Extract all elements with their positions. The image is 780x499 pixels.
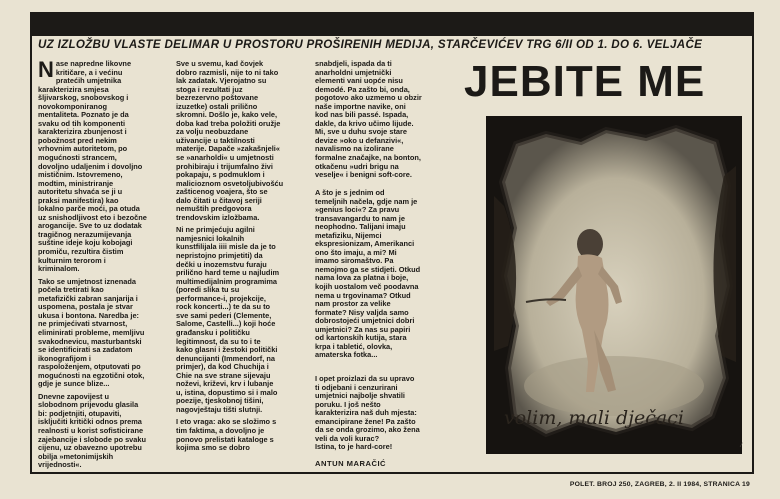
text-line: obilja »metonimijskih — [38, 451, 114, 461]
text-line: dalo čitati u čitavoj seriji — [176, 195, 262, 205]
text-line: lak zadatak. Vjerojatno su — [176, 76, 267, 86]
text-line: dobrostojeći umjetnici dobri — [315, 316, 415, 326]
text-line: arogancije. Sve to uz dodatak — [38, 221, 142, 231]
text-line: pobožnost pred nekim — [38, 135, 117, 145]
text-line: I opet proizlazi da su upravo — [315, 374, 415, 383]
text-line: Sve u svemu, kad čovjek — [176, 59, 264, 68]
text-line: navalismo na izolirane — [315, 144, 394, 154]
text-line: doba kad treba položiti oružje — [176, 118, 281, 128]
text-line: vrhovnim autoritetom, po — [38, 144, 128, 154]
text-line: otkačenu »udri brigu na — [315, 161, 399, 171]
text-line: metafiziku, Nijemci — [315, 230, 382, 240]
text-line: anarholdni umjetnički — [315, 67, 392, 77]
text-line: ne primjećivati stvarnost, — [38, 319, 128, 329]
text-line: multimedijalnim programima — [176, 276, 278, 286]
text-line: I eto vraga: ako se složimo s — [176, 417, 277, 427]
text-line: Mi, sve u duhu svoje stare — [315, 127, 408, 137]
text-line: karakterizira smjesa — [38, 84, 109, 94]
text-column-2 — [176, 60, 306, 453]
article-subheadline: UZ IZLOŽBU VLASTE DELIMAR U PROSTORU PROŠIRENIH MEDIJA, STARČEVIĆEV TRG 6/II OD 1. DO 6. VELJAČE — [38, 38, 703, 51]
text-line: uživancije u taktilnosti — [176, 135, 255, 145]
text-line: za volju neobuzdane — [176, 127, 249, 137]
text-line: kriminalom. — [38, 264, 80, 274]
text-line: suštine ideje koju kobojagi — [38, 238, 133, 248]
text-line: od kartonskih kutija, stara — [315, 333, 407, 343]
text-line: autoritetu shvaća se ji u — [38, 187, 123, 197]
photo-illustration — [486, 116, 742, 454]
text-line: Tako se umjetnost iznenada — [38, 276, 137, 286]
text-line: formalne značajke, na bonton, — [315, 153, 421, 163]
text-line: metafizički zabran sanjarija i — [38, 293, 138, 303]
text-line: demodé. Pa zašto bi, onda, — [315, 84, 410, 94]
text-line: ono što imaju, a mi? Mi — [315, 247, 397, 257]
article-headline: JEBITE ME — [464, 57, 706, 106]
text-line: raspoloženjem, otputovati po — [38, 362, 141, 372]
text-line: nema u trgovinama? Otkud — [315, 290, 411, 300]
text-line: devize »oko u defanzivi«, — [315, 135, 404, 145]
text-line: snabdjeli, ispada da ti — [315, 59, 392, 68]
text-line: gdje je sunce blize... — [38, 379, 110, 389]
text-line: bezrezervno poštovane — [176, 93, 259, 103]
text-line: neophodno. Talijani imaju — [315, 222, 406, 232]
text-line: amaterska fotka... — [315, 350, 378, 360]
text-line: prohibiraju i trijumfalno živi — [176, 161, 273, 171]
text-line: mogućnosti strancem, — [38, 153, 117, 163]
text-line: performance-i, projekcije, — [176, 293, 266, 303]
text-line: dobro razmisli, nije to ni tako — [176, 67, 279, 77]
text-line: mističnim. Istovremeno, — [38, 170, 123, 180]
text-line: uspomena, postala je stvar — [38, 302, 133, 312]
text-line: isključiti kritički odnos prema — [38, 417, 142, 427]
text-line: pokapaju, s podmuklom i — [176, 170, 265, 180]
text-line: Salome, Castelli...) koji hoće — [176, 319, 276, 329]
text-line: kod nas bili passé. Ispada, — [315, 110, 409, 120]
photo-caption: volim, mali dječaci — [504, 407, 684, 429]
text-column-1 — [38, 57, 168, 470]
text-line: izuzetke) ostali prilično — [176, 101, 258, 111]
text-line: promiču, rezultira čistim — [38, 247, 124, 257]
text-column-3 — [315, 60, 457, 180]
text-line: rock koncerti...) te da su to — [176, 302, 271, 312]
text-line: prilično hard teme u najludim — [176, 268, 280, 278]
text-line: tim faktima, a dovoljno je — [176, 425, 265, 435]
text-line: nemojmo ga se stidjeti. Otkud — [315, 264, 421, 274]
text-line: modtim, ministriranje — [38, 178, 114, 188]
text-line: legitimnost, da su to i te — [176, 336, 261, 346]
text-line: ase napredne likovne — [55, 59, 132, 68]
text-line: A što je s jednim od — [315, 188, 385, 197]
text-line: ikonografijom i — [38, 353, 91, 363]
text-line: skromni. Došlo je, kako vele, — [176, 110, 278, 120]
text-line: denuncijanti (Immendorf, na — [176, 353, 275, 363]
text-line: ekspresionizam, Amerikanci — [315, 239, 415, 249]
text-line: bi: podjetnjiti, otupaviti, — [38, 408, 122, 418]
text-line: nama lova za platna i boje, — [315, 273, 409, 283]
text-line: materije. Dapače »zakašnjeli« — [176, 144, 280, 154]
text-line: nemuštih predgovora — [176, 204, 252, 214]
text-line: građansku i političku — [176, 327, 250, 337]
text-line: kako glasni i žestoki politički — [176, 345, 278, 355]
text-line: se »anarholdi« u umjetnosti — [176, 153, 274, 163]
text-line: veli da voli kurac? — [315, 433, 380, 443]
text-line: šljivarskog, snobovskog i — [38, 93, 129, 103]
top-black-band — [32, 14, 752, 36]
pencil-mark: ⁄ — [741, 443, 743, 449]
text-line: kritičare, a i većinu — [55, 67, 123, 77]
page-footer: POLET. BROJ 250, ZAGREB, 2. II 1984, STRANICA 19 — [569, 481, 750, 488]
text-line: stoga i rezultati juz — [176, 84, 243, 94]
text-line: emancipirane žene! Pa zašto — [315, 416, 416, 426]
text-line: vrijednosti«. — [38, 460, 82, 470]
text-line: veselje« i benigni soft-core. — [315, 170, 412, 180]
text-line: mogućnosti na egzotični otok, — [38, 370, 145, 380]
text-column-4 — [315, 189, 457, 360]
text-line: primjer), da kod Chuchija i — [176, 362, 269, 372]
text-line: mentaliteta. Poznato je da — [38, 110, 129, 120]
text-line: počela tretirati kao — [38, 285, 104, 295]
text-line: imamo siromaštvo. Pa — [315, 256, 394, 266]
text-line: u, istina, dopustimo si i malo — [176, 387, 278, 397]
text-line: lokalno parče moći, pa otuda — [38, 204, 140, 214]
text-line: transavangardu to nam je — [315, 213, 405, 223]
text-line: se identificirati sa zadatom — [38, 345, 133, 355]
text-line: kojih uostalom več poodavna — [315, 282, 419, 292]
text-line: temeljnih načela, gdje nam je — [315, 196, 418, 206]
text-line: slobodnom prijevodu glasila — [38, 400, 139, 410]
text-line: namjesnici lokalnih — [176, 233, 245, 243]
text-line: sve sami pederi (Clemente, — [176, 310, 272, 320]
text-line: naše importne navike, oni — [315, 101, 406, 111]
text-line: novokomponiranog — [38, 101, 107, 111]
text-line: noževi, križevi, krv i lubanje — [176, 379, 274, 389]
text-line: Chie na sve strane sijevaju — [176, 370, 271, 380]
author-signature: ANTUN MARAČIĆ — [315, 459, 387, 468]
text-line: formate? Nisy valjda samo — [315, 307, 409, 317]
text-line: eliminirati probleme, memljivu — [38, 327, 145, 337]
text-line: praksi manifestira) kao — [38, 195, 119, 205]
text-line: ponovo prelistati kataloge s — [176, 434, 274, 444]
text-line: uz snishodljivost eto i bezočne — [38, 212, 147, 222]
text-line: dovoljno udaljenim i dovoljno — [38, 161, 143, 171]
text-column-5 — [315, 375, 457, 452]
text-line: krpa i tabletić, olovka, — [315, 341, 393, 351]
text-line: kojima smo se dobro — [176, 443, 250, 453]
text-line: malicioznom osvetoljubivošću — [176, 178, 284, 188]
text-line: nepristojno primjetiti) da — [176, 251, 263, 261]
text-line: svaku od tih komponenti — [38, 118, 126, 128]
text-line: zašticenog voajera, što se — [176, 187, 268, 197]
text-line: pratećih umjetnika — [55, 76, 122, 86]
text-line: svakodnevicu, masturbantski — [38, 336, 142, 346]
text-line: elementi vani uopće nisu — [315, 76, 403, 86]
text-line: karakterizira zbunjenost i — [38, 127, 127, 137]
text-line: nagovještaju tišti slutnji. — [176, 404, 263, 414]
text-line: poruku. I još nešto — [315, 399, 381, 409]
text-line: ukusa i bontona. Naredba je: — [38, 310, 140, 320]
text-line: »genius loci«? Za pravu — [315, 205, 400, 215]
text-line: karakterizira naš duh mjesta: — [315, 408, 417, 418]
text-line: dečki u inozemstvu furaju — [176, 259, 267, 269]
article-photo — [486, 116, 742, 454]
text-line: kunstfilijala iiii misle da je to — [176, 242, 276, 252]
text-line: Ni ne primjećuju agilni — [176, 225, 255, 235]
text-line: da se onda grozimo, ako žena — [315, 425, 420, 435]
text-line: cijenu, uz obavezno upotrebu — [38, 443, 142, 453]
text-line: zajebancije i slobode po svaku — [38, 434, 147, 444]
text-line: tragičnog nerazumijevanja — [38, 229, 132, 239]
text-line: Dnevne zapovijest u — [38, 391, 110, 401]
text-line: Istina, to je hard-core! — [315, 442, 393, 452]
text-line: pogotovo ako uzmemo u obzir — [315, 93, 422, 103]
text-line: realnosti u korist sofisticirane — [38, 425, 144, 435]
text-line: umjetnici? Za nas su papiri — [315, 324, 411, 334]
text-line: ti odjebani i cenzurirani — [315, 382, 398, 392]
text-line: poezije, tjeskobnoj tišini, — [176, 396, 264, 406]
text-line: (poredi slika tu su — [176, 285, 240, 295]
text-line: trendovskim izložbama. — [176, 212, 260, 222]
text-line: dakle, da krivo učimo lijude. — [315, 118, 414, 128]
drop-cap: N — [38, 57, 54, 82]
text-line: umjetnici najbolje shvatili — [315, 391, 405, 401]
text-line: nam prostor za velike — [315, 299, 391, 309]
text-line: kulturnim terorom i — [38, 255, 106, 265]
